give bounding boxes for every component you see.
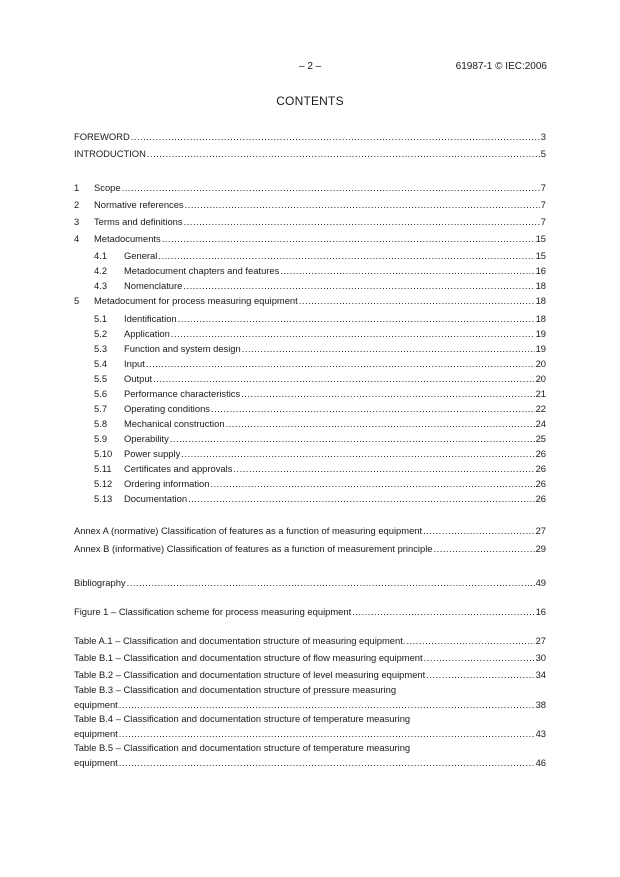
toc-entry[interactable] [74, 247, 546, 261]
toc-page: 25 [535, 433, 546, 444]
toc-page: 22 [535, 403, 546, 414]
toc-label: Scope [94, 182, 121, 193]
toc-label: Input [124, 358, 145, 369]
toc-page: 49 [535, 577, 546, 588]
toc-label: Output [124, 373, 153, 384]
toc-label: Application [124, 328, 170, 339]
toc-page: 19 [535, 343, 546, 354]
toc-label: Metadocument chapters and features [124, 265, 280, 276]
toc-number: 3 [74, 216, 80, 227]
toc-entry[interactable] [74, 400, 546, 414]
toc-label: Mechanical construction [124, 418, 225, 429]
toc-page: 27 [535, 635, 546, 646]
toc-label: Figure 1 – Classification scheme for process measuring equipment [74, 606, 352, 617]
standard-reference: 61987-1 © IEC:2006 [455, 61, 547, 72]
toc-entry[interactable] [74, 213, 546, 227]
toc-label: Documentation [124, 493, 188, 504]
toc-label: Certificates and approvals [124, 463, 233, 474]
toc-entry[interactable] [74, 370, 546, 384]
toc-page: 26 [535, 478, 546, 489]
toc-entry-table[interactable] [74, 684, 546, 710]
toc-entry-figure[interactable] [74, 603, 546, 617]
toc-number: 5.6 [94, 388, 108, 399]
toc-entry-table[interactable] [74, 649, 546, 663]
toc-number: 5.8 [94, 418, 108, 429]
toc-label: Function and system design [124, 343, 241, 354]
toc-number: 5.7 [94, 403, 108, 414]
toc-page: 26 [535, 463, 546, 474]
toc-label: Power supply [124, 448, 181, 459]
toc-page: 26 [535, 493, 546, 504]
toc-entry[interactable] [74, 262, 546, 276]
toc-label: Table B.2 – Classification and documentation structure of level measuring equipment [74, 669, 426, 680]
toc-label: Table A.1 – Classification and documentation structure of measuring equipment. [74, 635, 406, 646]
toc-label: Operability [124, 433, 169, 444]
toc-entry-annex-a[interactable] [74, 522, 546, 536]
toc-label: Table B.1 – Classification and documentation structure of flow measuring equipment [74, 652, 423, 663]
toc-entry[interactable] [74, 292, 546, 306]
toc-label: General [124, 250, 158, 261]
toc-page: 15 [535, 250, 546, 261]
toc-entry[interactable] [74, 355, 546, 369]
toc-number: 5.13 [94, 493, 113, 504]
toc-page: 30 [535, 652, 546, 663]
toc-label: Operating conditions [124, 403, 210, 414]
toc-page: 26 [535, 448, 546, 459]
toc-entry[interactable] [74, 445, 546, 459]
toc-entry-foreword[interactable] [74, 128, 546, 142]
toc-entry[interactable] [74, 430, 546, 444]
toc-number: 5.10 [94, 448, 113, 459]
toc-page: 29 [535, 543, 546, 554]
toc-entry-table[interactable] [74, 713, 546, 739]
toc-entry-table[interactable] [74, 666, 546, 680]
toc-number: 4 [74, 233, 80, 244]
toc-number: 5 [74, 295, 80, 306]
toc-number: 4.1 [94, 250, 108, 261]
toc-label: Normative references [94, 199, 184, 210]
toc-number: 5.5 [94, 373, 108, 384]
toc-entry[interactable] [74, 196, 546, 210]
toc-page: 5 [540, 148, 546, 159]
page-number: – 2 – [299, 61, 322, 72]
toc-label: Annex A (normative) Classification of features as a function of measuring equipment [74, 525, 423, 536]
toc-page: 20 [535, 358, 546, 369]
toc-page: 38 [535, 699, 546, 710]
toc-page: 34 [535, 669, 546, 680]
toc-number: 5.3 [94, 343, 108, 354]
toc-entry[interactable] [74, 230, 546, 244]
toc-number: 5.1 [94, 313, 108, 324]
toc-number: 5.9 [94, 433, 108, 444]
toc-label: Table B.3 – Classification and documentation structure of pressure measuring [74, 684, 397, 695]
toc-page: 16 [535, 606, 546, 617]
toc-entry[interactable] [74, 277, 546, 291]
toc-number: 5.2 [94, 328, 108, 339]
contents-title: CONTENTS [276, 94, 344, 108]
toc-label: Metadocument for process measuring equipment [94, 295, 298, 306]
toc-page: 46 [535, 757, 546, 768]
toc-entry[interactable] [74, 385, 546, 399]
toc-label-continued: equipment [74, 728, 118, 739]
toc-number: 4.2 [94, 265, 108, 276]
toc-page: 21 [535, 388, 546, 399]
toc-number: 5.12 [94, 478, 113, 489]
toc-entry[interactable] [74, 179, 546, 193]
toc-entry[interactable] [74, 475, 546, 489]
toc-page: 15 [535, 233, 546, 244]
toc-label: INTRODUCTION [74, 148, 146, 159]
toc-number: 5.11 [94, 463, 112, 474]
toc-page: 18 [535, 295, 546, 306]
toc-page: 7 [540, 216, 546, 227]
toc-page: 7 [540, 182, 546, 193]
toc-entry[interactable] [74, 325, 546, 339]
toc-entry-annex-b[interactable] [74, 540, 546, 554]
toc-number: 2 [74, 199, 80, 210]
toc-label: Bibliography [74, 577, 126, 588]
toc-number: 1 [74, 182, 80, 193]
toc-page: 7 [540, 199, 546, 210]
toc-label: Terms and definitions [94, 216, 183, 227]
toc-label: Annex B (informative) Classification of features as a function of measurement principle [74, 543, 433, 554]
toc-label: Metadocuments [94, 233, 161, 244]
toc-label: Identification [124, 313, 177, 324]
toc-page: 20 [535, 373, 546, 384]
toc-label: Table B.4 – Classification and documentation structure of temperature measuring [74, 713, 411, 724]
toc-label-continued: equipment [74, 699, 118, 710]
toc-number: 4.3 [94, 280, 108, 291]
toc-entry[interactable] [74, 415, 546, 429]
toc-page: 43 [535, 728, 546, 739]
toc-page: 19 [535, 328, 546, 339]
toc-label: FOREWORD [74, 131, 130, 142]
toc-label: Table B.5 – Classification and documentation structure of temperature measuring [74, 742, 411, 753]
toc-page: 27 [535, 525, 546, 536]
toc-entry[interactable] [74, 490, 546, 504]
toc-entry-introduction[interactable] [74, 145, 546, 159]
toc-entry-table[interactable] [74, 632, 546, 646]
toc-page: 18 [535, 280, 546, 291]
toc-page: 24 [535, 418, 546, 429]
toc-label: Ordering information [124, 478, 210, 489]
toc-page: 3 [540, 131, 546, 142]
toc-entry-table[interactable] [74, 742, 546, 768]
toc-entry[interactable] [74, 310, 546, 324]
toc-label: Performance characteristics [124, 388, 241, 399]
toc-label-continued: equipment [74, 757, 118, 768]
toc-page: 18 [535, 313, 546, 324]
toc-number: 5.4 [94, 358, 108, 369]
toc-page: 16 [535, 265, 546, 276]
toc-entry-bibliography[interactable] [74, 574, 546, 588]
toc-label: Nomenclature [124, 280, 183, 291]
toc-entry[interactable] [74, 460, 546, 474]
toc-entry[interactable] [74, 340, 546, 354]
